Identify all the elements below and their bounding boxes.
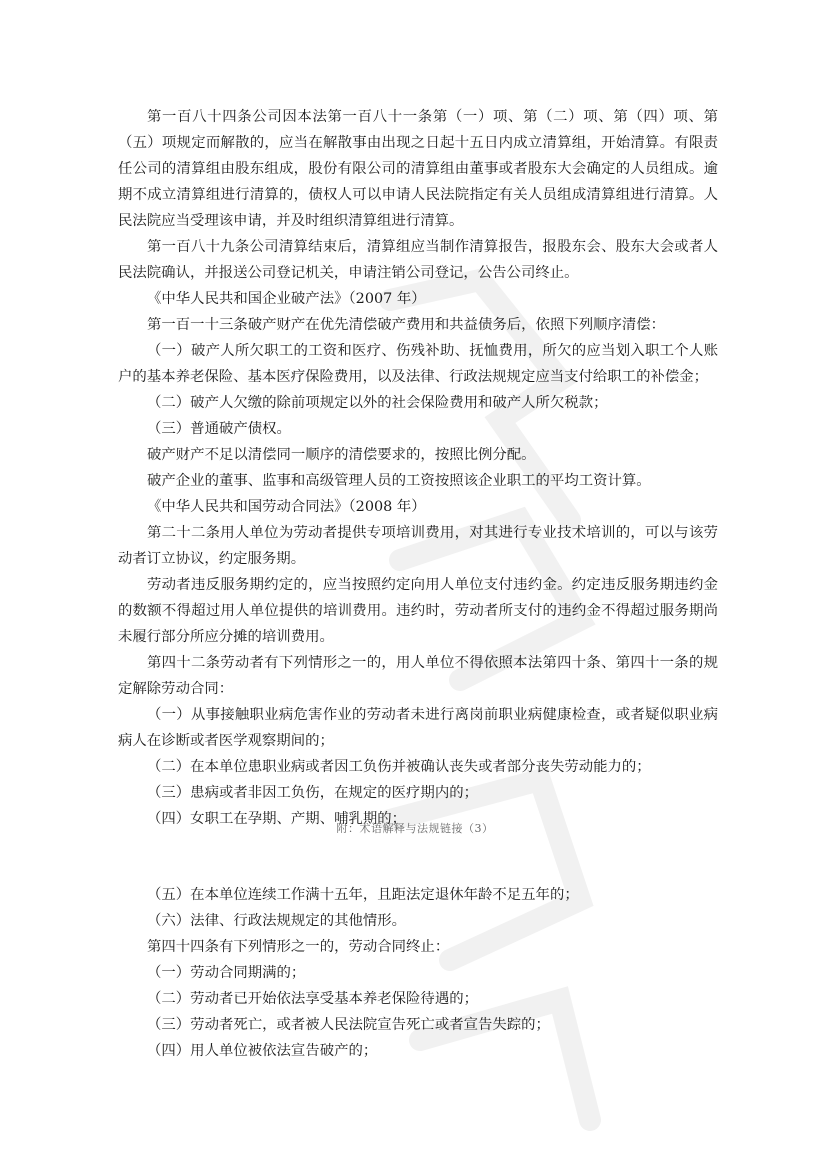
paragraph: 第四十二条劳动者有下列情形之一的，用人单位不得依照本法第四十条、第四十一条的规定解除劳动合同： bbox=[118, 655, 718, 697]
list-item: （二）劳动者已开始依法享受基本养老保险待遇的； bbox=[147, 991, 478, 1007]
list-item: （三）普通破产债权。 bbox=[147, 421, 291, 437]
list-item: （六）法律、行政法规规定的其他情形。 bbox=[147, 913, 407, 929]
list-item: （五）在本单位连续工作满十五年，且距法定退休年龄不足五年的； bbox=[147, 887, 579, 903]
list-item: （一）从事接触职业病危害作业的劳动者未进行离岗前职业病健康检查，或者疑似职业病病人在诊断或者医学观察期间的； bbox=[118, 707, 718, 749]
list-item: （四）用人单位被依法宣告破产的； bbox=[147, 1043, 378, 1059]
continued-text-block bbox=[118, 882, 718, 1064]
list-item: （三）患病或者非因工负伤，在规定的医疗期内的； bbox=[147, 785, 478, 801]
list-item: （四）女职工在孕期、产期、哺乳期的； bbox=[147, 811, 407, 827]
list-item: （三）劳动者死亡，或者被人民法院宣告死亡或者宣告失踪的； bbox=[147, 1017, 550, 1033]
paragraph: 第一百一十三条破产财产在优先清偿破产费用和共益债务后，依照下列顺序清偿： bbox=[147, 317, 666, 333]
paragraph: 第一百八十四条公司因本法第一百八十一条第（一）项、第（二）项、第（四）项、第（五）项规定而解散的，应当在解散事由出现之日起十五日内成立清算组，开始清算。有限责任公司的清算组由股东组成，股份有限公司的清算组由董事或者股东大会确定的人员组成。逾期不成立清算组进行清算的，债权人可以申请人民法院指定有关人员组成清算组进行清算。人民法院应当受理该申请，并及时组织清算组进行清算。 bbox=[118, 109, 718, 229]
main-text-block bbox=[118, 104, 718, 832]
law-title: 《中华人民共和国劳动合同法》（2008 年） bbox=[147, 499, 426, 515]
paragraph: 破产财产不足以清偿同一顺序的清偿要求的，按照比例分配。 bbox=[147, 447, 536, 463]
paragraph: 第二十二条用人单位为劳动者提供专项培训费用，对其进行专业技术培训的，可以与该劳动者订立协议，约定服务期。 bbox=[118, 525, 718, 567]
law-title: 《中华人民共和国企业破产法》（2007 年） bbox=[147, 291, 426, 307]
list-item: （一）破产人所欠职工的工资和医疗、伤残补助、抚恤费用，所欠的应当划入职工个人账户的基本养老保险、基本医疗保险费用，以及法律、行政法规规定应当支付给职工的补偿金； bbox=[118, 343, 718, 385]
list-item: （二）在本单位患职业病或者因工负伤并被确认丧失或者部分丧失劳动能力的； bbox=[147, 759, 651, 775]
paragraph: 劳动者违反服务期约定的，应当按照约定向用人单位支付违约金。约定违反服务期违约金的数额不得超过用人单位提供的培训费用。违约时，劳动者所支付的违约金不得超过服务期尚未履行部分所应分摊的培训费用。 bbox=[118, 577, 718, 645]
paragraph: 第四十四条有下列情形之一的，劳动合同终止： bbox=[147, 939, 450, 955]
paragraph: 第一百八十九条公司清算结束后，清算组应当制作清算报告，报股东会、股东大会或者人民法院确认，并报送公司登记机关，申请注销公司登记，公告公司终止。 bbox=[118, 239, 718, 281]
page-footer: 附：术语解释与法规链接（3） bbox=[336, 822, 494, 835]
list-item: （一）劳动合同期满的； bbox=[147, 965, 306, 981]
paragraph: 破产企业的董事、监事和高级管理人员的工资按照该企业职工的平均工资计算。 bbox=[147, 473, 651, 489]
list-item: （二）破产人欠缴的除前项规定以外的社会保险费用和破产人所欠税款； bbox=[147, 395, 608, 411]
